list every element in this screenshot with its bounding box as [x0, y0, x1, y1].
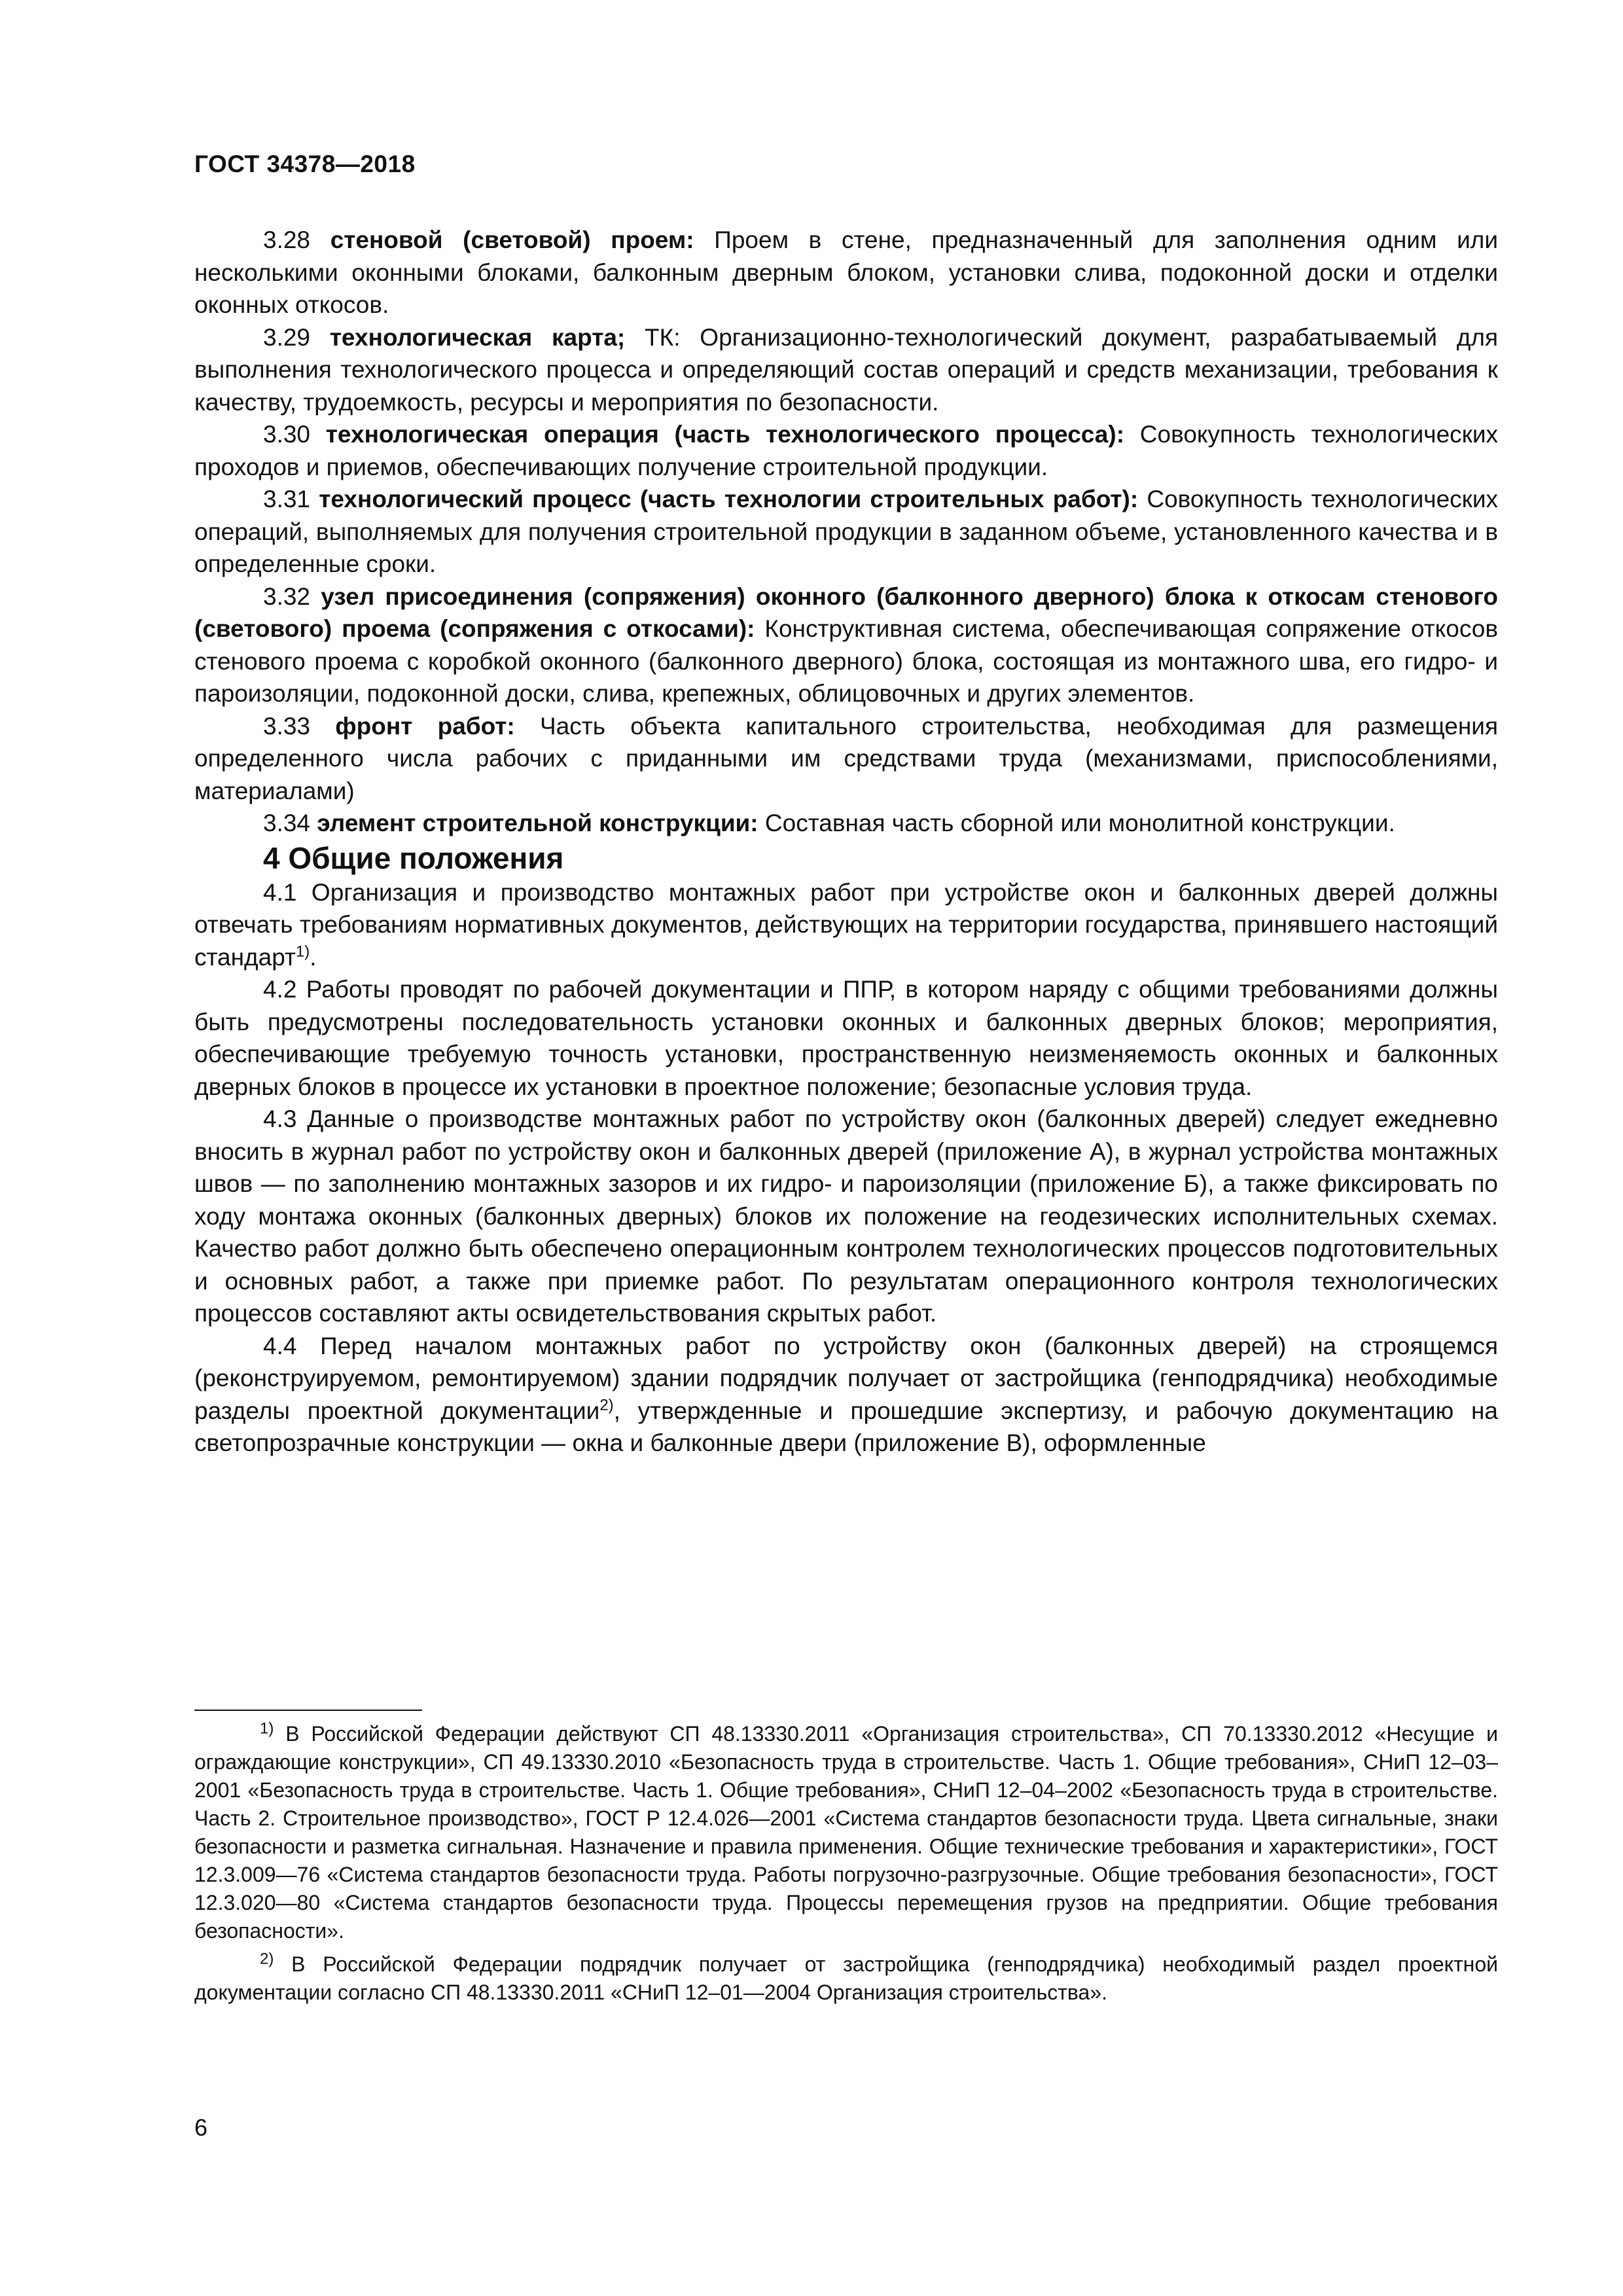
definition-number: 3.33 — [263, 712, 311, 740]
definition-text: Составная часть сборной или монолитной конструкции. — [758, 810, 1395, 836]
footnote-1 — [194, 1720, 1498, 1945]
paragraph-4-3: 4.3 Данные о производстве монтажных работ по устройству окон (балконных дверей) следует ежедневно вносить в журнал работ по устройству окон и балконных дверей (приложение А), в журнал устройства монтажных швов — по заполнению монтажных зазоров и их гидро- и пароизоляции (приложение Б), а также фиксировать по ходу монтажа оконных (балконных дверных) блоков их положение на геодезических исполнительных схемах. Качество работ должно быть обеспечено операционным контролем технологических процессов подготовительных и основных работ, а также при приемке работ. По результатам операционного контроля технологических процессов составляют акты освидетельствования скрытых работ. — [194, 1105, 1498, 1327]
definition-text: Часть объекта капитального строительства, необходимая для размещения определенного числа рабочих с приданными им средствами труда (механизмами, приспособлениями, материалами) — [194, 712, 1498, 804]
definition-number: 3.28 — [263, 226, 311, 253]
definition-number: 3.31 — [263, 486, 311, 512]
definition-term: узел присоединения (сопряжения) оконного (балконного дверного) блока к откосам стенового (светового) проема (сопряжения с откосами): — [194, 583, 1499, 642]
definition-text: Совокупность технологических операций, выполняемых для получения строительной продукции в заданном объеме, установленного качества и в определенные сроки. — [194, 486, 1498, 577]
footnote-text: В Российской Федерации подрядчик получает от застройщика (генподрядчика) необходимый раздел проектной документации согласно СП 48.13330.2011 «СНиП 12–01—2004 Организация строительства». — [194, 1952, 1498, 2004]
definition-term: стеновой (световой) проем: — [330, 226, 694, 253]
paragraph-text: 4.1 Организация и производство монтажных работ при устройстве окон и балконных дверей должны отвечать требованиям нормативных документов, действующих на территории государства, принявшего настоящий стандарт — [194, 878, 1498, 971]
definition-number: 3.30 — [263, 421, 311, 448]
definition-3-32 — [194, 581, 1498, 710]
definition-text: ТК: Организационно-технологический документ, разрабатываемый для выполнения технологического процесса и определяющий состав операций и средств механизации, требования к качеству, трудоемкость, ресурсы и мероприятия по безопасности. — [194, 323, 1498, 416]
definition-text: Совокупность технологических проходов и приемов, обеспечивающих получение строительной продукции. — [194, 421, 1499, 480]
definition-term: элемент строительной конструкции: — [317, 810, 758, 836]
section-title: 4 Общие положения — [263, 840, 564, 875]
definition-text: Конструктивная система, обеспечивающая сопряжение откосов стенового проема с коробкой оконного (балконного дверного) блока, состоящая из монтажного шва, его гидро- и пароизоляции, подоконной доски, слива, крепежных, облицовочных и других элементов. — [194, 615, 1498, 707]
definition-3-28 — [194, 224, 1498, 321]
paragraph-text-end: . — [310, 943, 317, 971]
footnote-2 — [194, 1950, 1498, 2007]
definition-number: 3.29 — [263, 323, 311, 351]
paragraph-text-cont: , утвержденные и прошедшие экспертизу, и рабочую документацию на светопрозрачные конструкции — окна и балконные двери (приложение В), оформленные — [194, 1397, 1498, 1456]
footnote-ref: 1) — [295, 942, 310, 961]
document-header: ГОСТ 34378—2018 — [194, 151, 416, 177]
definition-term: фронт работ: — [335, 712, 515, 740]
definition-number: 3.32 — [263, 583, 311, 610]
definition-term: технологическая карта; — [329, 323, 626, 351]
definition-3-33 — [194, 710, 1498, 808]
paragraph-4-4 — [194, 1330, 1498, 1460]
definition-3-29 — [194, 321, 1498, 419]
body-text — [194, 224, 1498, 1460]
definition-number: 3.34 — [263, 810, 311, 836]
definition-3-31 — [194, 483, 1498, 581]
definition-3-34 — [194, 807, 1498, 840]
footnote-ref: 2) — [599, 1396, 614, 1414]
page-number: 6 — [194, 2114, 208, 2141]
footnote-mark: 1) — [260, 1719, 274, 1738]
footnote-text: В Российской Федерации действуют СП 48.13330.2011 «Организация строительства», СП 70.13330.2012 «Несущие и ограждающие конструкции», СП 49.13330.2010 «Безопасность труда в строительстве. Часть 1. Общие требования», СНиП 12–03–2001 «Безопасность труда в строительстве. Часть 1. Общие требования», СНиП 12–04–2002 «Безопасность труда в строительстве. Часть 2. Строительное производство», ГОСТ Р 12.4.026—2001 «Система стандартов безопасности труда. Цвета сигнальные, знаки безопасности и разметка сигнальная. Назначение и правила применения. Общие технические требования и характеристики», ГОСТ 12.3.009—76 «Система стандартов безопасности труда. Работы погрузочно-разгрузочные. Общие требования безопасности», ГОСТ 12.3.020—80 «Система стандартов безопасности труда. Процессы перемещения грузов на предприятии. Общие требования безопасности». — [194, 1722, 1498, 1943]
definition-text: Проем в стене, предназначенный для заполнения одним или несколькими оконными блоками, балконным дверным блоком, установки слива, подоконной доски и отделки оконных откосов. — [194, 226, 1498, 318]
paragraph-4-2: 4.2 Работы проводят по рабочей документации и ППР, в котором наряду с общими требованиями должны быть предусмотрены последовательность установки оконных и балконных дверных блоков; мероприятия, обеспечивающие требуемую точность установки, пространственную неизменяемость оконных и балконных дверных блоков в процессе их установки в проектное положение; безопасные условия труда. — [194, 976, 1498, 1100]
definition-term: технологическая операция (часть технологического процесса): — [325, 421, 1125, 448]
paragraph-4-1 — [194, 876, 1498, 974]
definition-term: технологический процесс (часть технологии строительных работ): — [319, 486, 1139, 512]
footnote-divider — [194, 1710, 422, 1711]
definition-3-30 — [194, 418, 1498, 483]
paragraph-text: 4.4 Перед началом монтажных работ по устройству окон (балконных дверей) на строящемся (реконструируемом, ремонтируемом) здании подрядчик получает от застройщика (генподрядчика) необходимые разделы проектной документации — [194, 1332, 1498, 1424]
footnotes — [194, 1720, 1498, 2012]
footnote-mark: 2) — [260, 1950, 274, 1968]
